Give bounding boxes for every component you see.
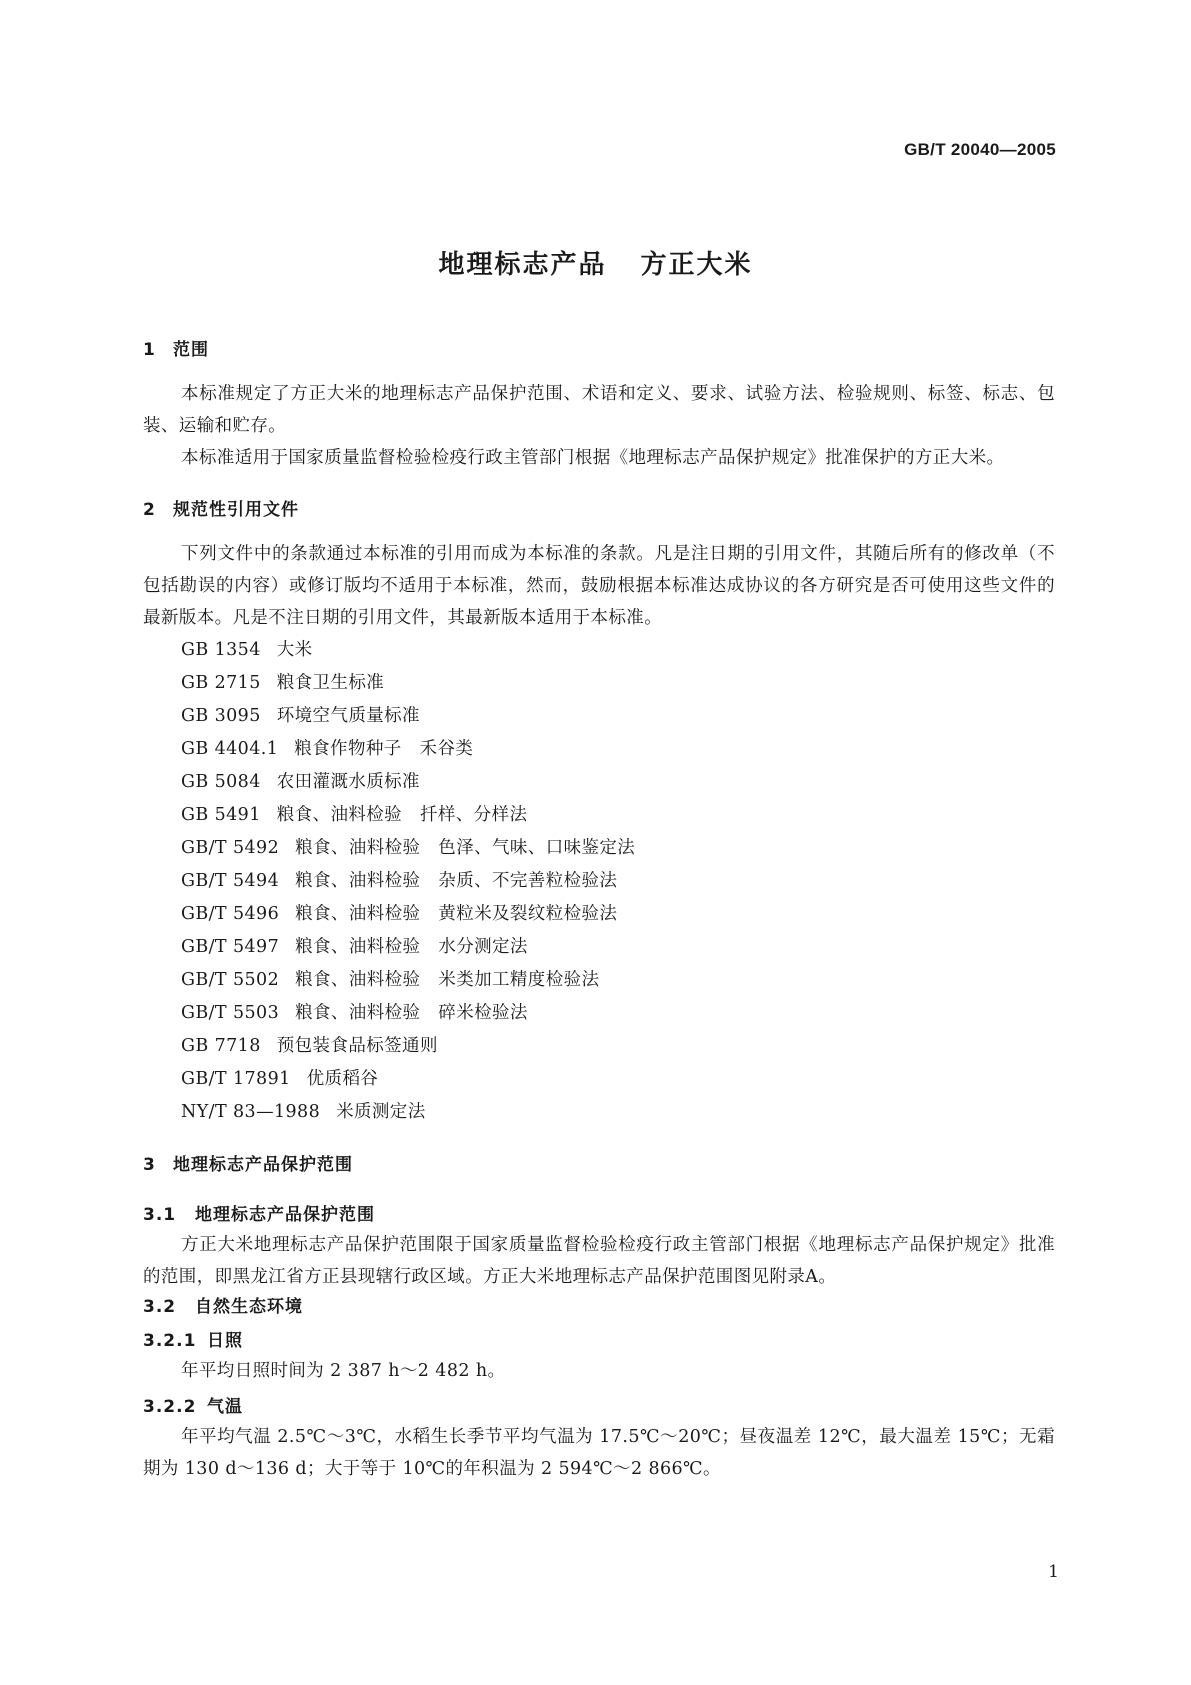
reference-code: GB/T 17891 xyxy=(181,1069,291,1089)
section-3-2-2-paragraph: 年平均气温 2.5℃～3℃，水稻生长季节平均气温为 17.5℃～20℃；昼夜温差 12℃，最大温差 15℃；无霜期为 130 d～136 d；大于等于 10℃的年积温为 2 594℃～2 866℃。 xyxy=(143,1427,1055,1479)
page-number: 1 xyxy=(1048,1562,1059,1582)
section-3-heading xyxy=(143,1151,1055,1179)
reference-item xyxy=(143,832,1055,865)
section-number: 1 xyxy=(143,340,156,360)
reference-item xyxy=(143,667,1055,700)
reference-title: 米质测定法 xyxy=(336,1102,426,1122)
section-title: 自然生态环境 xyxy=(195,1297,303,1317)
reference-title: 粮食、油料检验 碎米检验法 xyxy=(295,1003,528,1023)
reference-item xyxy=(143,799,1055,832)
reference-code: GB 3095 xyxy=(181,706,261,726)
standard-number: GB/T 20040—2005 xyxy=(904,140,1056,159)
document-title xyxy=(0,244,1191,281)
section-title: 规范性引用文件 xyxy=(173,500,299,520)
section-3-2-heading xyxy=(143,1293,1055,1321)
section-number: 3.1 xyxy=(143,1205,177,1225)
reference-code: GB 1354 xyxy=(181,640,261,660)
reference-item xyxy=(143,964,1055,997)
section-number: 2 xyxy=(143,500,156,520)
reference-title: 优质稻谷 xyxy=(306,1069,379,1089)
section-title: 日照 xyxy=(207,1331,243,1351)
reference-code: GB/T 5492 xyxy=(181,838,280,858)
document-body xyxy=(143,336,1055,1485)
reference-item xyxy=(143,1096,1055,1129)
reference-title: 预包装食品标签通则 xyxy=(276,1036,438,1056)
reference-code: NY/T 83—1988 xyxy=(181,1102,321,1122)
reference-item xyxy=(143,700,1055,733)
reference-title: 农田灌溉水质标准 xyxy=(276,772,420,792)
reference-code: GB 5491 xyxy=(181,805,261,825)
reference-item xyxy=(143,1030,1055,1063)
reference-item xyxy=(143,865,1055,898)
reference-item xyxy=(143,733,1055,766)
section-3-1-heading xyxy=(143,1201,1055,1229)
reference-title: 粮食、油料检验 扦样、分样法 xyxy=(276,805,528,825)
reference-item xyxy=(143,931,1055,964)
section-title: 地理标志产品保护范围 xyxy=(173,1155,353,1175)
reference-title: 粮食、油料检验 水分测定法 xyxy=(295,937,528,957)
reference-code: GB/T 5497 xyxy=(181,937,280,957)
section-1-paragraph-2: 本标准适用于国家质量监督检验检疫行政主管部门根据《地理标志产品保护规定》批准保护的方正大米。 xyxy=(181,448,1005,468)
section-3-2-1-heading xyxy=(143,1327,1055,1355)
reference-title: 粮食、油料检验 黄粒米及裂纹粒检验法 xyxy=(295,904,618,924)
reference-code: GB/T 5494 xyxy=(181,871,280,891)
section-number: 3.2.2 xyxy=(143,1397,197,1417)
reference-code: GB/T 5502 xyxy=(181,970,280,990)
reference-item xyxy=(143,766,1055,799)
section-title: 地理标志产品保护范围 xyxy=(195,1205,375,1225)
reference-title: 粮食、油料检验 色泽、气味、口味鉴定法 xyxy=(295,838,636,858)
normative-references-list xyxy=(143,634,1055,1129)
section-3-1-paragraph: 方正大米地理标志产品保护范围限于国家质量监督检验检疫行政主管部门根据《地理标志产品保护规定》批准的范围，即黑龙江省方正县现辖行政区域。方正大米地理标志产品保护范围图见附录A。 xyxy=(143,1235,1055,1287)
section-2-heading xyxy=(143,496,1055,524)
reference-code: GB/T 5496 xyxy=(181,904,280,924)
section-3-2-2-heading xyxy=(143,1393,1055,1421)
section-2-paragraph-1: 下列文件中的条款通过本标准的引用而成为本标准的条款。凡是注日期的引用文件，其随后所有的修改单（不包括勘误的内容）或修订版均不适用于本标准，然而，鼓励根据本标准达成协议的各方研究是否可使用这些文件的最新版本。凡是不注日期的引用文件，其最新版本适用于本标准。 xyxy=(143,544,1055,628)
title-right: 方正大米 xyxy=(640,250,753,280)
reference-title: 粮食卫生标准 xyxy=(276,673,385,693)
reference-item xyxy=(143,898,1055,931)
reference-item xyxy=(143,1063,1055,1096)
reference-title: 粮食、油料检验 米类加工精度检验法 xyxy=(295,970,600,990)
reference-code: GB 2715 xyxy=(181,673,261,693)
section-1-paragraph-1: 本标准规定了方正大米的地理标志产品保护范围、术语和定义、要求、试验方法、检验规则、标签、标志、包装、运输和贮存。 xyxy=(143,384,1055,436)
section-3-2-1-paragraph: 年平均日照时间为 2 387 h～2 482 h。 xyxy=(181,1361,506,1381)
reference-code: GB/T 5503 xyxy=(181,1003,280,1023)
section-1-heading xyxy=(143,336,1055,364)
reference-code: GB 4404.1 xyxy=(181,739,279,759)
section-number: 3.2.1 xyxy=(143,1331,197,1351)
reference-title: 粮食、油料检验 杂质、不完善粒检验法 xyxy=(295,871,618,891)
reference-title: 粮食作物种子 禾谷类 xyxy=(294,739,474,759)
section-title: 范围 xyxy=(173,340,209,360)
reference-title: 环境空气质量标准 xyxy=(276,706,420,726)
reference-title: 大米 xyxy=(276,640,313,660)
reference-item xyxy=(143,634,1055,667)
reference-code: GB 7718 xyxy=(181,1036,261,1056)
reference-item xyxy=(143,997,1055,1030)
section-number: 3.2 xyxy=(143,1297,177,1317)
section-number: 3 xyxy=(143,1155,156,1175)
title-left: 地理标志产品 xyxy=(438,250,607,280)
reference-code: GB 5084 xyxy=(181,772,261,792)
section-title: 气温 xyxy=(207,1397,243,1417)
